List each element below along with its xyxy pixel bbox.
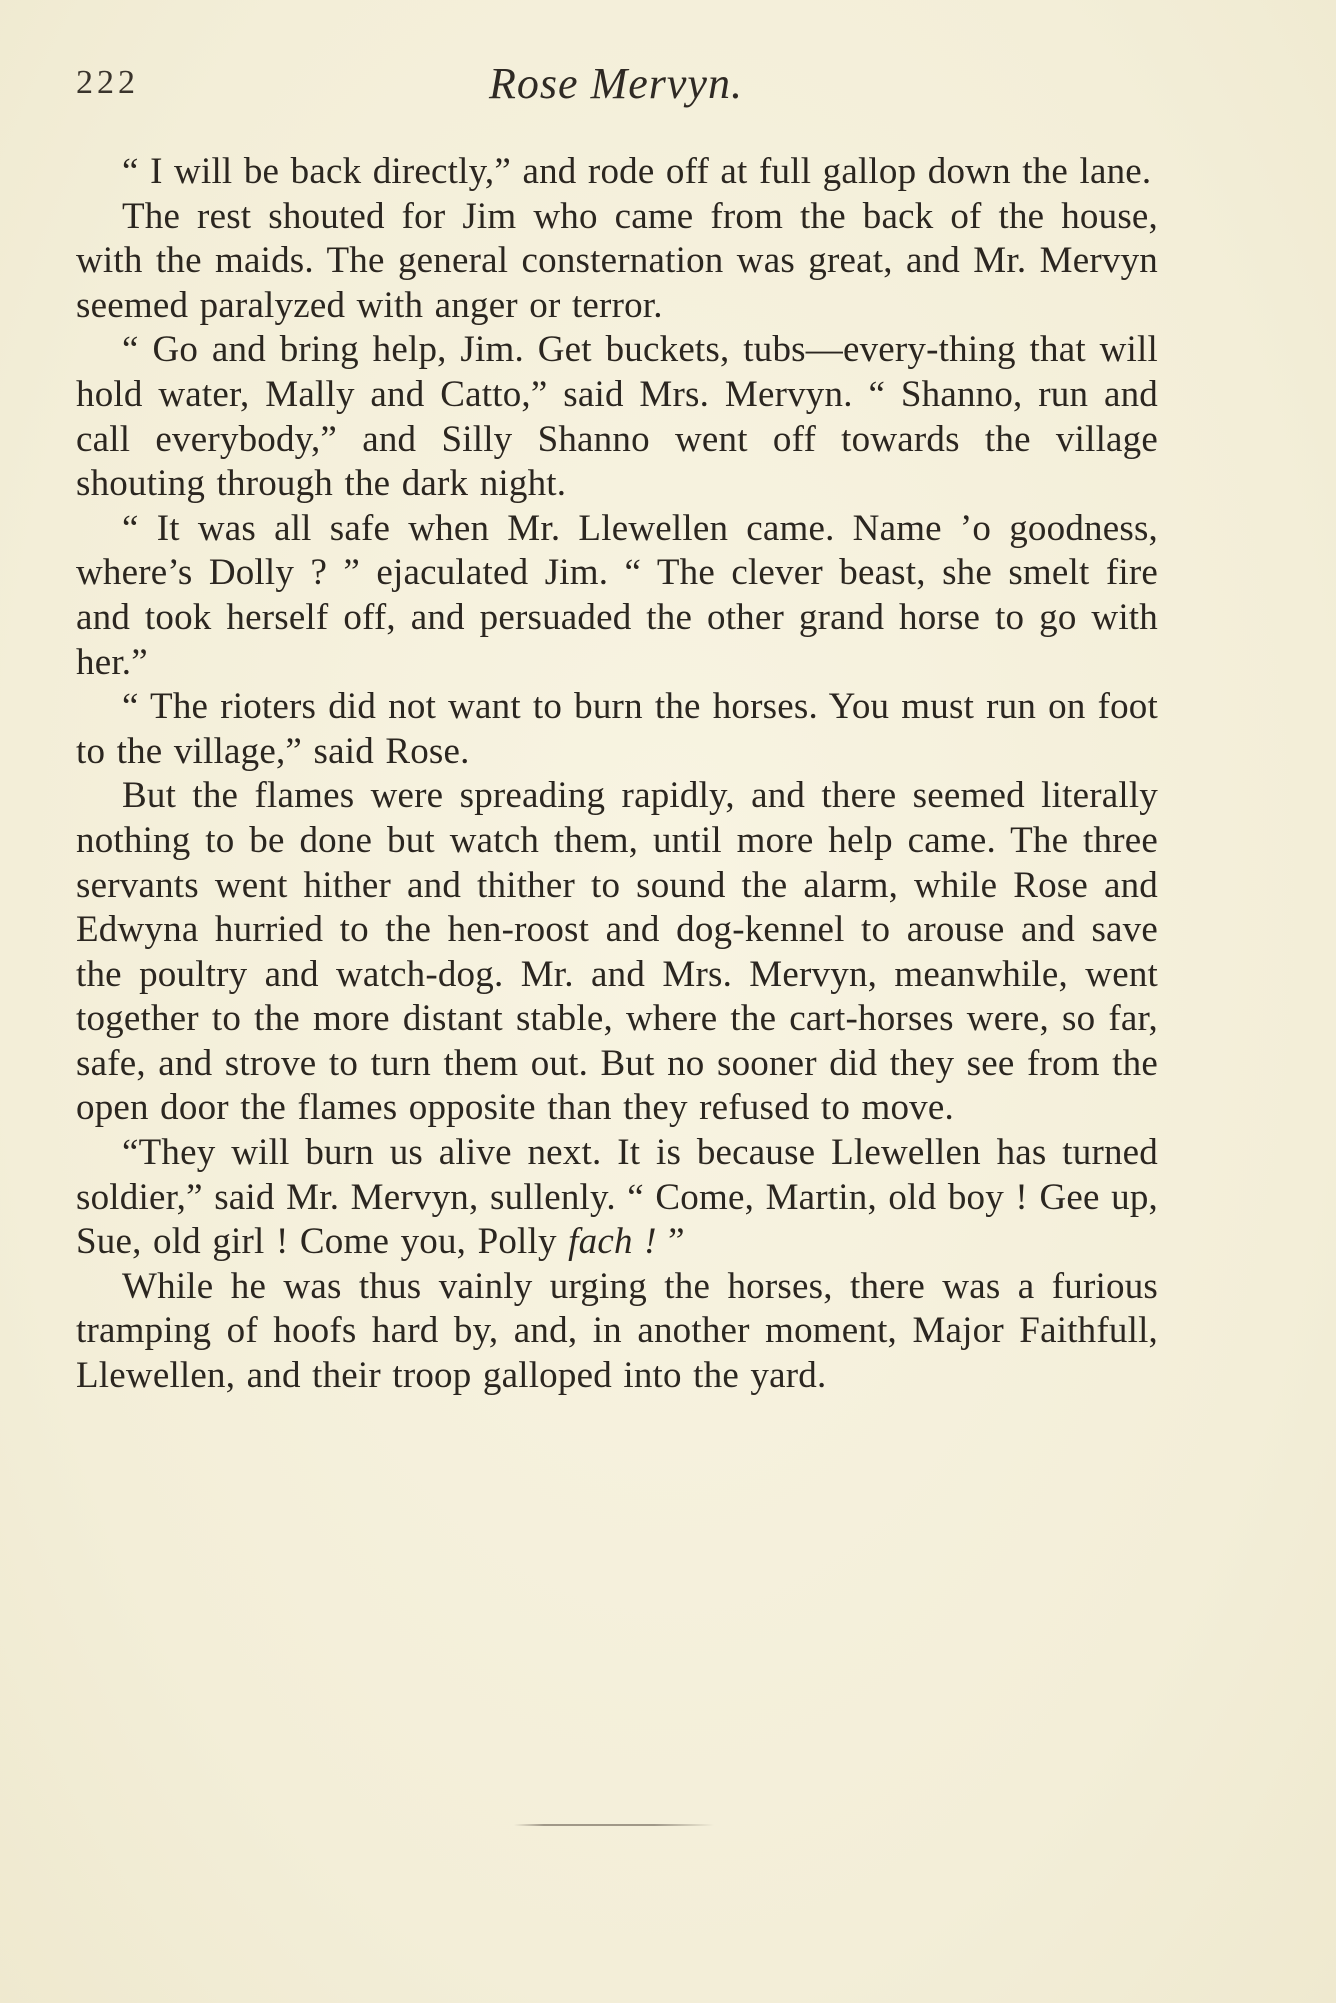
paragraph-text: “They will burn us alive next. It is because Llewellen has turned soldier,” said Mr. Mervyn, sullenly. “ Come, Martin, old boy ! Gee up, Sue, old girl ! Come you, Polly [76, 1132, 1158, 1263]
paragraph [76, 1131, 1158, 1265]
paragraph: “ I will be back directly,” and rode off at full gallop down the lane. [122, 151, 1152, 192]
italic-phrase: fach ! [568, 1221, 657, 1263]
page-number: 222 [76, 64, 139, 101]
paragraph: But the flames were spreading rapidly, and there seemed literally nothing to be done but watch them, until more help came. The three servants went hither and thither to sound the alarm, while Rose and Edwyna hurried to the hen-roost and dog-kennel to arouse and save the poultry and watch-dog. Mr. and Mrs. Mervyn, meanwhile, went together to the more distant stable, where the cart-horses were, so far, safe, and strove to turn them out. But no sooner did they see from the open door the flames opposite than they refused to move. [76, 775, 1158, 1129]
paragraph: “ The rioters did not want to burn the horses. You must run on foot to the village,” said Rose. [76, 686, 1158, 772]
paragraph: “ It was all safe when Mr. Llewellen came. Name ’o goodness, where’s Dolly ? ” ejaculated Jim. “ The clever beast, she smelt fire and took herself off, and persuaded the other grand horse to go with her.” [76, 507, 1158, 683]
running-title: Rose Mervyn. [489, 59, 743, 108]
page-header [76, 58, 1156, 118]
body-text [76, 150, 1158, 1399]
paragraph: The rest shouted for Jim who came from the back of the house, with the maids. The general consternation was great, and Mr. Mervyn seemed paralyzed with anger or terror. [76, 195, 1158, 326]
paragraph: “ Go and bring help, Jim. Get buckets, tubs—every-thing that will hold water, Mally and Catto,” said Mrs. Mervyn. “ Shanno, run and call everybody,” and Silly Shanno went off towards the village shouting through the dark night. [76, 329, 1158, 505]
closing-quote: ” [656, 1221, 685, 1263]
paragraph: While he was thus vainly urging the horses, there was a furious tramping of hoofs hard by, and, in another moment, Major Faithfull, Llewellen, and their troop galloped into the yard. [76, 1265, 1158, 1397]
footer-rule [514, 1824, 714, 1826]
